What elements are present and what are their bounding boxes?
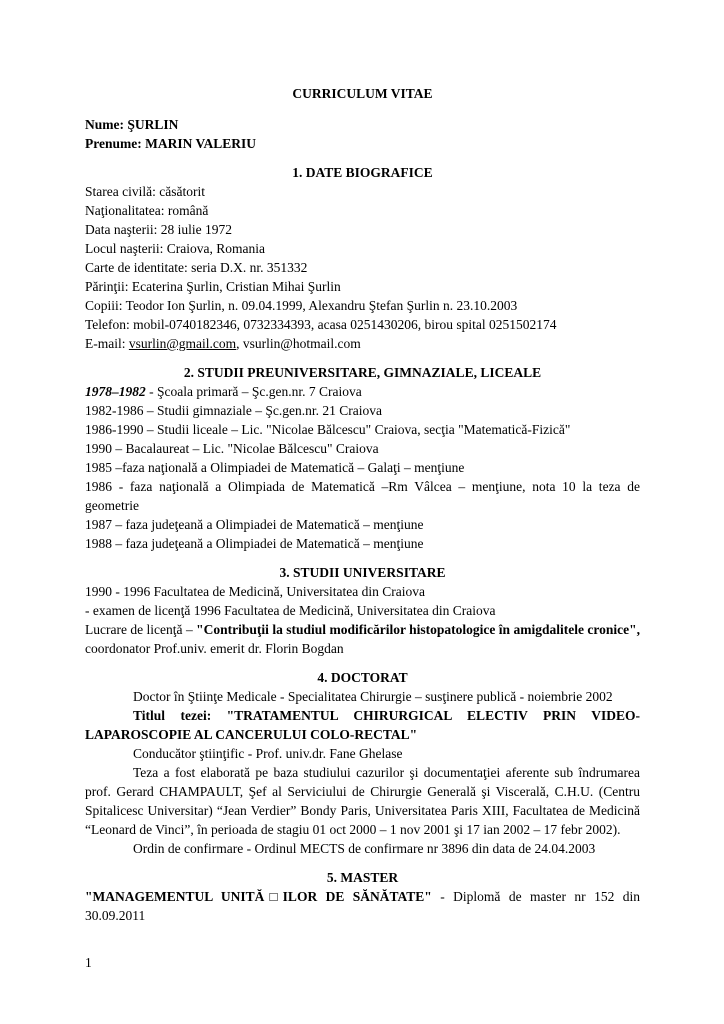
parents-line: Părinţii: Ecaterina Şurlin, Cristian Mihai Şurlin — [85, 279, 341, 294]
nationality-line: Naţionalitatea: română — [85, 203, 209, 218]
olympiad-1986-line: 1986 - faza naţională a Olimpiada de Matematică –Rm Vâlcea – menţiune, nota 10 la teza de geometrie — [85, 479, 640, 513]
master-title: "MANAGEMENTUL UNITĂ□ILOR DE SĂNĂTATE" — [85, 889, 432, 904]
primary-school-line — [85, 382, 640, 401]
section-1-heading: 1. DATE BIOGRAFICE — [292, 165, 433, 180]
page-number: 1 — [85, 955, 92, 970]
confirmation-order-line: Ordin de confirmare - Ordinul MECTS de confirmare nr 3896 din data de 24.04.2003 — [133, 841, 596, 856]
olympiad-1985-line: 1985 –faza naţională a Olimpiadei de Matematică – Galaţi – menţiune — [85, 460, 465, 475]
hotmail-address: vsurlin@hotmail.com — [242, 336, 361, 351]
highschool-line: 1986-1990 – Studii liceale – Lic. "Nicolae Bălcescu" Craiova, secţia "Matematică-Fizică" — [85, 422, 571, 437]
section-4-heading: 4. DOCTORAT — [317, 670, 408, 685]
birth-date-line: Data naşterii: 28 iulie 1972 — [85, 222, 232, 237]
primary-school-years: 1978–1982 — [85, 384, 146, 399]
doctorate-thesis-title-line: Titlul tezei: "TRATAMENTUL CHIRURGICAL ELECTIV PRIN VIDEO-LAPAROSCOPIE AL CANCERULUI COLO-RECTAL" — [85, 708, 640, 742]
email-label: E-mail: — [85, 336, 129, 351]
license-thesis-title: "Contribuţii la studiul modificărilor histopatologice în amigdalitele cronice", — [196, 622, 641, 637]
university-line: 1990 - 1996 Facultatea de Medicină, Universitatea din Craiova — [85, 584, 426, 599]
license-exam-line: - examen de licenţă 1996 Facultatea de Medicină, Universitatea din Craiova — [85, 603, 496, 618]
doctorate-degree-line: Doctor în Ştiinţe Medicale - Specialitatea Chirurgie – susţinere publică - noiembrie 2002 — [133, 689, 613, 704]
license-thesis-label: Lucrare de licenţă – — [85, 622, 197, 637]
master-details: - Diplomă de master nr 152 din 30.09.2011 — [85, 889, 640, 923]
civil-status-line: Starea civilă: căsătorit — [85, 184, 205, 199]
email-separator: , — [236, 336, 243, 351]
doctorate-advisor-line: Conducător ştiinţific - Prof. univ.dr. Fane Ghelase — [133, 746, 403, 761]
id-card-line: Carte de identitate: seria D.X. nr. 351332 — [85, 260, 308, 275]
baccalaureate-line: 1990 – Bacalaureat – Lic. "Nicolae Bălcescu" Craiova — [85, 441, 379, 456]
birth-place-line: Locul naşterii: Craiova, Romania — [85, 241, 265, 256]
document-title: CURRICULUM VITAE — [292, 86, 433, 101]
gymnasium-line: 1982-1986 – Studii gimnaziale – Şc.gen.nr. 21 Craiova — [85, 403, 382, 418]
firstname-line: Prenume: MARIN VALERIU — [85, 136, 257, 151]
license-thesis-line — [85, 620, 640, 658]
children-line: Copiii: Teodor Ion Şurlin, n. 09.04.1999, Alexandru Ştefan Şurlin n. 23.10.2003 — [85, 298, 518, 313]
gmail-link[interactable]: vsurlin@gmail.com — [128, 336, 237, 351]
master-line — [85, 887, 640, 925]
doctorate-description-paragraph: Teza a fost elaborată pe baza studiului cazurilor şi documentaţiei aferente sub îndrumarea prof. Gerard CHAMPAULT, Şef al Serviciului de Chirurgie Generală şi Viscerală, C.H.U. (Centru Spitalicesc Universitar) “Jean Verdier” Bondy Paris, Universitatea Paris XIII, Facultatea de Medicină “Leonard de Vinci”, în perioada de stagiu 01 oct 2000 – 1 nov 2001 şi 17 ian 2002 – 17 febr 2002). — [85, 765, 640, 837]
primary-school-text: - Şcoala primară – Şc.gen.nr. 7 Craiova — [145, 384, 362, 399]
license-thesis-coordinator: coordonator Prof.univ. emerit dr. Florin Bogdan — [85, 641, 344, 656]
section-3-heading: 3. STUDII UNIVERSITARE — [279, 565, 446, 580]
section-2-heading: 2. STUDII PREUNIVERSITARE, GIMNAZIALE, LICEALE — [183, 365, 542, 380]
olympiad-1987-line: 1987 – faza judeţeană a Olimpiadei de Matematică – menţiune — [85, 517, 424, 532]
olympiad-1988-line: 1988 – faza judeţeană a Olimpiadei de Matematică – menţiune — [85, 536, 424, 551]
surname-line: Nume: ŞURLIN — [85, 117, 179, 132]
section-5-heading: 5. MASTER — [326, 870, 399, 885]
email-line — [85, 334, 640, 353]
phone-line: Telefon: mobil-0740182346, 0732334393, acasa 0251430206, birou spital 0251502174 — [85, 317, 557, 332]
